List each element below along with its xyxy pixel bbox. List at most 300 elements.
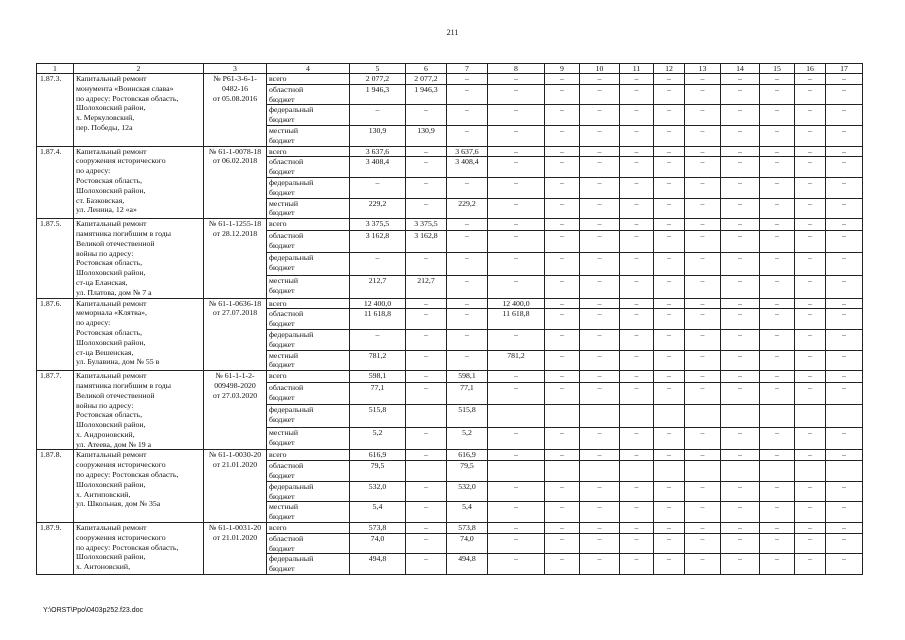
funding-source: всего [267,371,350,383]
amount-cell: – [826,523,863,534]
amount-cell: – [795,219,826,231]
amount-cell [406,461,447,482]
amount-cell: – [760,84,795,105]
amount-cell: – [721,350,760,371]
item-name: Капитальный ремонт сооружения исторического по адресу: Ростовская область, Шолоховский район, х. Антоновский, [74,523,204,575]
amount-cell: 2 077,2 [406,74,447,85]
amount-cell: – [795,554,826,575]
amount-cell: – [654,105,685,126]
amount-cell: – [406,309,447,330]
amount-cell: – [795,533,826,554]
amount-cell: – [721,450,760,461]
amount-cell: – [488,523,545,534]
amount-cell: – [620,309,654,330]
amount-cell: – [721,554,760,575]
amount-cell: – [685,371,721,383]
funding-source: федеральный бюджет [267,105,350,126]
funding-source: областной бюджет [267,230,350,253]
expertise-document: № 61-1-0636-18 от 27.07.2018 [204,298,267,371]
amount-cell: – [654,502,685,523]
amount-cell: – [620,450,654,461]
expertise-document: № 61-1-0078-18 от 06.02.2018 [204,146,267,219]
amount-cell: – [654,146,685,157]
amount-cell: – [620,350,654,371]
amount-cell: – [545,309,580,330]
header-col-3: 3 [204,64,267,74]
amount-cell: – [545,523,580,534]
amount-cell: – [580,177,620,198]
amount-cell: – [760,450,795,461]
amount-cell: – [447,350,488,371]
amount-cell: – [826,533,863,554]
funding-source: областной бюджет [267,309,350,330]
amount-cell: – [685,105,721,126]
funding-source: всего [267,298,350,309]
amount-cell: – [760,329,795,350]
funding-source: всего [267,219,350,231]
amount-cell: – [580,350,620,371]
amount-cell: – [760,533,795,554]
amount-cell: – [545,146,580,157]
funding-source: всего [267,146,350,157]
amount-cell: – [685,533,721,554]
amount-cell: – [620,198,654,219]
amount-cell: – [826,125,863,146]
amount-cell: – [760,105,795,126]
amount-cell: – [488,533,545,554]
amount-cell: 5,4 [447,502,488,523]
table-row [37,146,863,157]
item-number: 1.87.8. [37,450,74,523]
amount-cell: – [760,125,795,146]
amount-cell: – [760,382,795,405]
amount-cell: – [488,105,545,126]
amount-cell: 515,8 [447,405,488,428]
amount-cell: 1 946,3 [406,84,447,105]
amount-cell: – [654,481,685,502]
amount-cell: – [654,371,685,383]
amount-cell [488,461,545,482]
amount-cell: – [488,198,545,219]
amount-cell: – [488,554,545,575]
amount-cell: – [826,371,863,383]
amount-cell: – [447,105,488,126]
amount-cell: – [580,329,620,350]
amount-cell [654,461,685,482]
funding-source: местный бюджет [267,275,350,298]
amount-cell: – [620,177,654,198]
amount-cell: – [654,253,685,276]
amount-cell: – [760,523,795,534]
amount-cell: 212,7 [350,275,406,298]
amount-cell: – [795,309,826,330]
amount-cell: – [685,84,721,105]
amount-cell: 12 400,0 [350,298,406,309]
amount-cell: – [826,74,863,85]
amount-cell: – [826,105,863,126]
amount-cell: – [545,275,580,298]
amount-cell [620,461,654,482]
amount-cell: – [721,371,760,383]
amount-cell: – [685,554,721,575]
item-name: Капитальный ремонт мемориала «Клятва», по адресу: Ростовская область, Шолоховский район, ст-ца Вешенская, ул. Булавина, дом № 55 в [74,298,204,371]
amount-cell: 130,9 [350,125,406,146]
amount-cell: – [488,382,545,405]
amount-cell: – [580,219,620,231]
amount-cell [721,405,760,428]
amount-cell: – [721,198,760,219]
amount-cell: – [488,450,545,461]
amount-cell: – [685,450,721,461]
amount-cell: – [488,253,545,276]
item-name: Капитальный ремонт монумента «Воинская слава» по адресу: Ростовская область, Шолоховский район, х. Меркуловский, пер. Победы, 12а [74,74,204,147]
amount-cell: – [620,523,654,534]
amount-cell: – [760,177,795,198]
amount-cell: – [654,329,685,350]
amount-cell [721,461,760,482]
header-col-1: 1 [37,64,74,74]
amount-cell: – [447,275,488,298]
amount-cell: 229,2 [350,198,406,219]
funding-source: областной бюджет [267,533,350,554]
amount-cell: – [620,427,654,450]
amount-cell: – [447,309,488,330]
amount-cell: 74,0 [350,533,406,554]
amount-cell: – [826,502,863,523]
amount-cell: – [406,554,447,575]
header-col-11: 11 [620,64,654,74]
amount-cell: – [447,74,488,85]
funding-source: федеральный бюджет [267,481,350,502]
funding-source: местный бюджет [267,502,350,523]
amount-cell: – [826,230,863,253]
amount-cell: – [795,275,826,298]
amount-cell: 3 162,8 [406,230,447,253]
amount-cell: – [795,177,826,198]
amount-cell: – [545,450,580,461]
amount-cell: – [795,105,826,126]
amount-cell: 5,2 [350,427,406,450]
amount-cell: – [545,105,580,126]
amount-cell: 781,2 [488,350,545,371]
amount-cell: – [654,533,685,554]
amount-cell: 130,9 [406,125,447,146]
amount-cell: 494,8 [447,554,488,575]
amount-cell: – [620,298,654,309]
funding-source: областной бюджет [267,84,350,105]
amount-cell: – [721,309,760,330]
item-name: Капитальный ремонт сооружения исторического по адресу: Ростовская область, Шолоховский район, ст. Базковская, ул. Ленина, 12 «а» [74,146,204,219]
amount-cell: – [654,427,685,450]
amount-cell: – [488,146,545,157]
amount-cell: 573,8 [447,523,488,534]
amount-cell: – [795,253,826,276]
amount-cell: – [654,74,685,85]
amount-cell: – [721,74,760,85]
amount-cell: – [620,253,654,276]
amount-cell: – [406,198,447,219]
amount-cell: – [721,533,760,554]
amount-cell: – [721,275,760,298]
amount-cell: – [654,157,685,178]
amount-cell: – [488,84,545,105]
amount-cell: – [488,74,545,85]
amount-cell: – [795,382,826,405]
amount-cell: – [545,350,580,371]
amount-cell: – [654,275,685,298]
amount-cell: – [488,157,545,178]
amount-cell: 74,0 [447,533,488,554]
amount-cell: – [545,481,580,502]
amount-cell: – [795,198,826,219]
amount-cell: – [685,309,721,330]
amount-cell: – [488,427,545,450]
amount-cell: – [654,554,685,575]
item-number: 1.87.5. [37,219,74,298]
amount-cell: – [826,427,863,450]
amount-cell: – [795,481,826,502]
amount-cell: – [620,146,654,157]
amount-cell: – [721,84,760,105]
amount-cell: 616,9 [447,450,488,461]
funding-source: всего [267,74,350,85]
amount-cell: – [580,533,620,554]
item-number: 1.87.9. [37,523,74,575]
amount-cell: – [654,84,685,105]
amount-cell: – [721,298,760,309]
item-number: 1.87.4. [37,146,74,219]
amount-cell: – [654,125,685,146]
amount-cell: – [620,105,654,126]
amount-cell: – [580,523,620,534]
amount-cell: – [721,481,760,502]
amount-cell: – [685,219,721,231]
amount-cell: – [620,125,654,146]
amount-cell: 5,4 [350,502,406,523]
amount-cell: – [826,198,863,219]
amount-cell: 2 077,2 [350,74,406,85]
amount-cell: 3 375,5 [406,219,447,231]
financing-table [36,63,863,575]
amount-cell: – [620,382,654,405]
amount-cell: – [447,84,488,105]
amount-cell: 598,1 [350,371,406,383]
funding-source: областной бюджет [267,157,350,178]
table-row [37,219,863,231]
amount-cell: 3 408,4 [447,157,488,178]
amount-cell [545,461,580,482]
amount-cell: – [406,350,447,371]
amount-cell: – [685,298,721,309]
amount-cell: – [406,533,447,554]
amount-cell: – [721,253,760,276]
amount-cell: – [795,371,826,383]
item-name: Капитальный ремонт памятника погибшим в годы Великой отечественной войны по адресу: Ростовская область, Шолоховский район, х. Андроновский, ул. Атеева, дом № 19 а [74,371,204,450]
amount-cell: – [488,125,545,146]
amount-cell: – [545,298,580,309]
amount-cell: – [406,146,447,157]
amount-cell [826,405,863,428]
amount-cell: – [721,125,760,146]
amount-cell: – [488,502,545,523]
amount-cell: – [685,230,721,253]
amount-cell: – [685,157,721,178]
amount-cell: – [620,275,654,298]
amount-cell: – [685,427,721,450]
amount-cell: – [545,427,580,450]
amount-cell: – [654,450,685,461]
amount-cell: – [795,523,826,534]
amount-cell: 79,5 [447,461,488,482]
funding-source: областной бюджет [267,461,350,482]
amount-cell: 3 637,6 [447,146,488,157]
amount-cell [580,405,620,428]
amount-cell: – [721,382,760,405]
amount-cell: 573,8 [350,523,406,534]
amount-cell: – [760,157,795,178]
table-row [37,371,863,383]
amount-cell [620,405,654,428]
amount-cell: – [545,371,580,383]
amount-cell: – [406,450,447,461]
amount-cell: – [685,329,721,350]
amount-cell: – [580,74,620,85]
amount-cell: – [406,371,447,383]
table-row [37,523,863,534]
amount-cell: – [795,84,826,105]
amount-cell: – [760,198,795,219]
amount-cell: – [685,481,721,502]
header-col-7: 7 [447,64,488,74]
amount-cell: – [795,74,826,85]
amount-cell: – [447,219,488,231]
amount-cell: – [350,329,406,350]
amount-cell: – [654,219,685,231]
header-col-6: 6 [406,64,447,74]
header-col-8: 8 [488,64,545,74]
amount-cell: – [350,177,406,198]
header-col-13: 13 [685,64,721,74]
amount-cell: – [654,298,685,309]
amount-cell: – [447,125,488,146]
amount-cell: – [826,157,863,178]
amount-cell: – [685,350,721,371]
table-header-row [37,64,863,74]
amount-cell: – [685,382,721,405]
amount-cell: – [488,230,545,253]
amount-cell: – [654,198,685,219]
amount-cell: – [760,253,795,276]
amount-cell: – [545,329,580,350]
funding-source: федеральный бюджет [267,253,350,276]
amount-cell: 3 637,6 [350,146,406,157]
amount-cell: – [620,219,654,231]
amount-cell: – [721,329,760,350]
item-number: 1.87.7. [37,371,74,450]
amount-cell: – [620,481,654,502]
amount-cell: – [447,329,488,350]
item-number: 1.87.6. [37,298,74,371]
amount-cell: – [580,275,620,298]
amount-cell: – [795,146,826,157]
amount-cell: – [826,275,863,298]
amount-cell: – [488,481,545,502]
amount-cell: – [545,554,580,575]
amount-cell: – [580,84,620,105]
expertise-document: № 61-1-1255-18 от 28.12.2018 [204,219,267,298]
funding-source: местный бюджет [267,427,350,450]
file-path-footer: Y:\ORST\Ppo\0403p252.f23.doc [43,607,144,614]
amount-cell: – [760,371,795,383]
item-name: Капитальный ремонт сооружения исторического по адресу: Ростовская область, Шолоховский район, х. Антиповский, ул. Школьная, дом № 35а [74,450,204,523]
amount-cell: – [406,329,447,350]
header-col-5: 5 [350,64,406,74]
amount-cell: – [545,219,580,231]
amount-cell: 532,0 [447,481,488,502]
amount-cell: – [545,84,580,105]
amount-cell: – [795,427,826,450]
amount-cell: – [760,74,795,85]
amount-cell: – [826,298,863,309]
amount-cell: – [795,450,826,461]
amount-cell: – [447,177,488,198]
amount-cell: – [760,309,795,330]
amount-cell: – [406,382,447,405]
amount-cell: 77,1 [447,382,488,405]
amount-cell: – [826,309,863,330]
amount-cell: 1 946,3 [350,84,406,105]
amount-cell: 532,0 [350,481,406,502]
amount-cell: 11 618,8 [350,309,406,330]
expertise-document: № 61-1-0031-20 от 21.01.2020 [204,523,267,575]
table-row [37,450,863,461]
amount-cell: 616,9 [350,450,406,461]
funding-source: федеральный бюджет [267,329,350,350]
amount-cell: – [795,125,826,146]
amount-cell: – [620,157,654,178]
amount-cell: – [620,533,654,554]
amount-cell: – [654,350,685,371]
amount-cell: 494,8 [350,554,406,575]
amount-cell: – [760,275,795,298]
amount-cell: 3 375,5 [350,219,406,231]
amount-cell: – [760,146,795,157]
amount-cell: – [545,177,580,198]
amount-cell: – [685,198,721,219]
amount-cell [406,405,447,428]
amount-cell: – [620,371,654,383]
funding-source: местный бюджет [267,350,350,371]
amount-cell: 781,2 [350,350,406,371]
amount-cell [654,405,685,428]
amount-cell: – [488,275,545,298]
amount-cell: – [685,125,721,146]
amount-cell: 77,1 [350,382,406,405]
amount-cell: – [721,177,760,198]
amount-cell [488,405,545,428]
amount-cell: – [760,350,795,371]
amount-cell [580,461,620,482]
amount-cell: – [488,219,545,231]
amount-cell: – [721,219,760,231]
amount-cell: – [545,74,580,85]
amount-cell: – [620,502,654,523]
header-col-17: 17 [826,64,863,74]
amount-cell: – [488,329,545,350]
amount-cell: – [620,74,654,85]
table-wrapper [36,63,863,575]
amount-cell [760,461,795,482]
